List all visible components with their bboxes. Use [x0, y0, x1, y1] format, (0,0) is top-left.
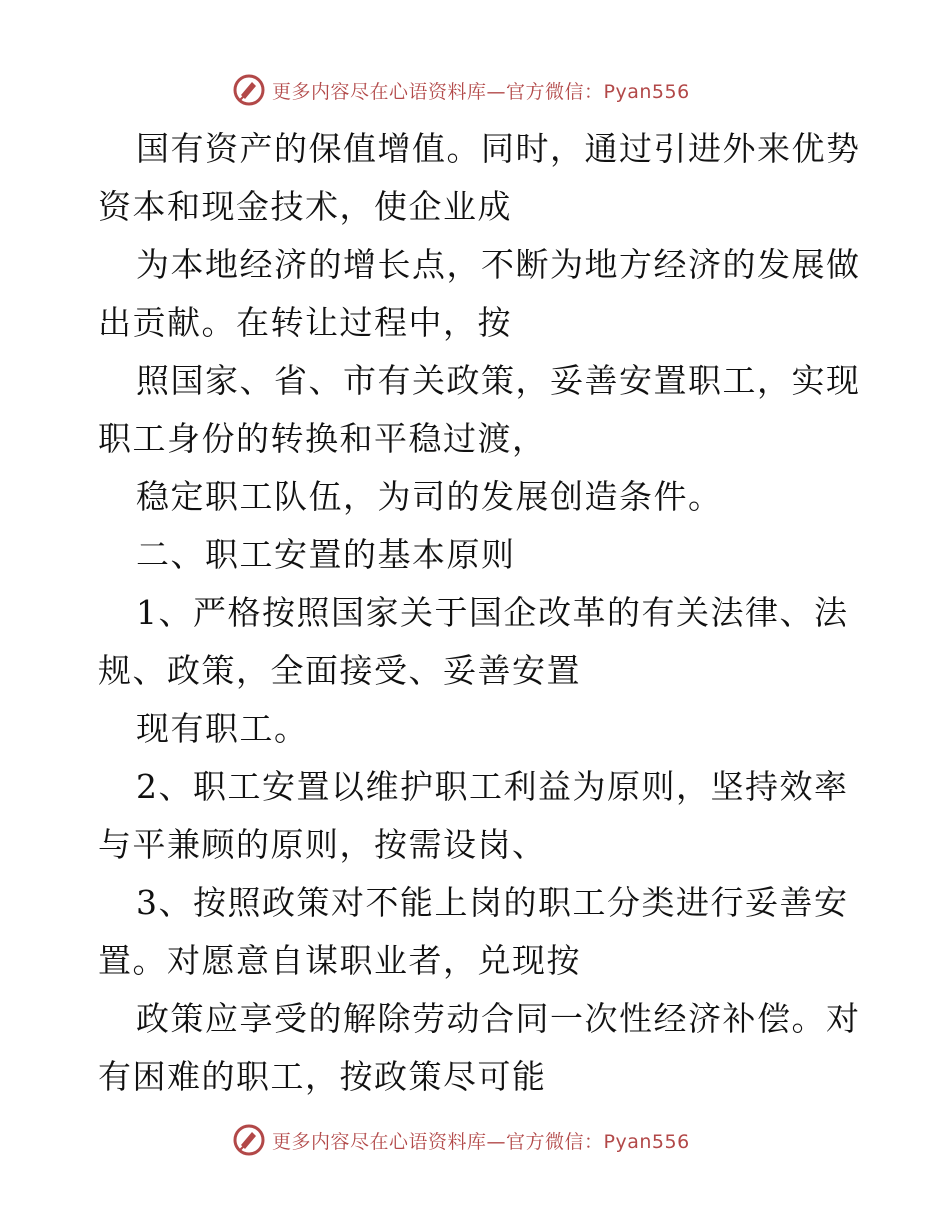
book-pen-logo-icon [232, 73, 266, 107]
text-line: 2、职工安置以维护职工利益为原则，坚持效率 [136, 767, 849, 806]
text-line: 3、按照政策对不能上岗的职工分类进行妥善安 [136, 883, 849, 922]
text-line: 国有资产的保值增值。同时，通过引进外来优势 [136, 129, 861, 168]
header-watermark [232, 72, 732, 108]
footer-watermark [232, 1122, 732, 1158]
text-line: 照国家、省、市有关政策，妥善安置职工，实现 [136, 361, 861, 400]
section-heading: 二、职工安置的基本原则 [136, 535, 516, 574]
text-line: 现有职工。 [136, 709, 309, 748]
text-line: 1、严格按照国家关于国企改革的有关法律、法 [136, 593, 849, 632]
text-line: 资本和现金技术，使企业成 [98, 187, 512, 226]
text-line: 职工身份的转换和平稳过渡， [98, 419, 547, 458]
text-line: 有困难的职工，按政策尽可能 [98, 1057, 547, 1096]
text-line: 政策应享受的解除劳动合同一次性经济补偿。对 [136, 999, 861, 1038]
text-line: 出贡献。在转让过程中，按 [98, 303, 512, 342]
text-line: 为本地经济的增长点，不断为地方经济的发展做 [136, 245, 861, 284]
text-line: 稳定职工队伍，为司的发展创造条件。 [136, 477, 723, 516]
document-body [98, 120, 861, 1106]
watermark-text: 更多内容尽在心语资料库—官方微信：Pyan556 [272, 1130, 690, 1153]
text-line: 规、政策，全面接受、妥善安置 [98, 651, 581, 690]
book-pen-logo-icon [232, 1123, 266, 1157]
text-line: 置。对愿意自谋职业者，兑现按 [98, 941, 581, 980]
watermark-text: 更多内容尽在心语资料库—官方微信：Pyan556 [272, 80, 690, 103]
text-line: 与平兼顾的原则，按需设岗、 [98, 825, 547, 864]
